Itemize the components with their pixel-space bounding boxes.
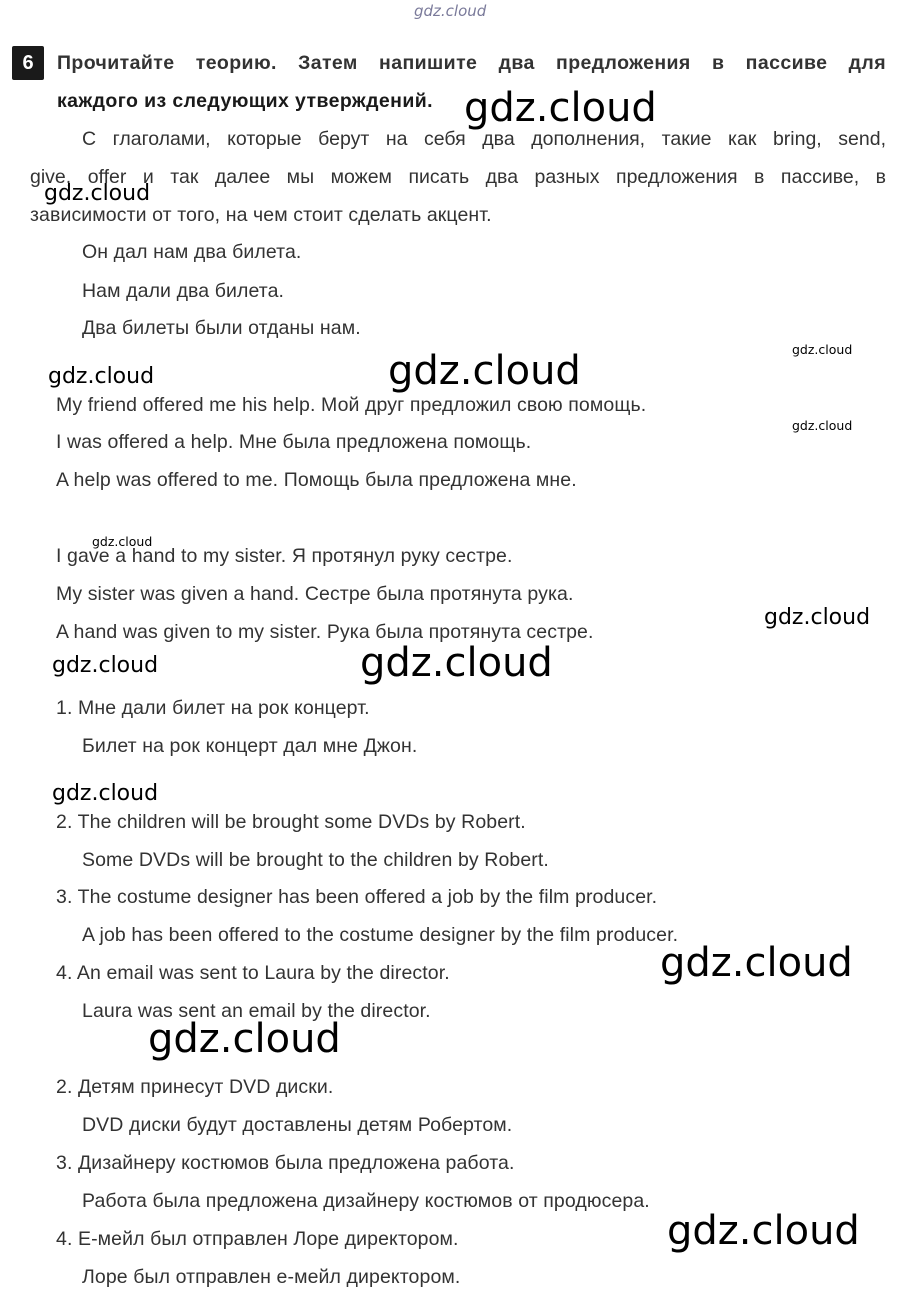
answer-en-alt-line: Laura was sent an email by the director. [82, 1000, 431, 1022]
exercise-number: 6 [22, 51, 34, 74]
watermark: gdz.cloud [44, 181, 151, 206]
answer-en-line: 3. The costume designer has been offered a job by the film producer. [56, 886, 658, 908]
watermark: gdz.cloud [660, 940, 853, 986]
watermark: gdz.cloud [48, 364, 155, 389]
watermark: gdz.cloud [464, 85, 657, 131]
theory-example: Два билеты были отданы нам. [82, 317, 361, 339]
answer-ru-alt-line: Лоре был отправлен е-мейл директором. [82, 1266, 461, 1288]
watermark: gdz.cloud [667, 1208, 860, 1254]
answer-ru-alt-line: Работа была предложена дизайнеру костюмов от продюсера. [82, 1190, 650, 1212]
watermark: gdz.cloud [792, 418, 853, 433]
answer-ru-alt-line: DVD диски будут доставлены детям Робертом. [82, 1114, 513, 1136]
watermark: gdz.cloud [148, 1016, 341, 1062]
watermark-top: gdz.cloud [414, 2, 487, 20]
theory-example: Он дал нам два билета. [82, 241, 302, 263]
example-line: I was offered a help. Мне была предложена помощь. [56, 431, 532, 453]
answer-ru-line: 4. Е-мейл был отправлен Лоре директором. [56, 1228, 459, 1250]
answer-en-line: 4. An email was sent to Laura by the director. [56, 962, 450, 984]
answer-ru-line: 3. Дизайнеру костюмов была предложена работа. [56, 1152, 515, 1174]
answer-en-line: 2. The children will be brought some DVDs by Robert. [56, 811, 526, 833]
exercise-instruction-line2: каждого из следующих утверждений. [57, 90, 433, 112]
example-line: My friend offered me his help. Мой друг предложил свою помощь. [56, 394, 647, 416]
task-1-line2: Билет на рок концерт дал мне Джон. [82, 735, 418, 757]
theory-example: Нам дали два билета. [82, 280, 285, 302]
theory-line1: С глаголами, которые берут на себя два дополнения, такие как bring, send, [82, 128, 886, 150]
answer-en-alt-line: Some DVDs will be brought to the children by Robert. [82, 849, 549, 871]
example-line: A hand was given to my sister. Рука была протянута сестре. [56, 621, 594, 643]
theory-line2: give, offer и так далее мы можем писать два разных предложения в пассиве, в [30, 166, 886, 188]
answer-ru-line: 2. Детям принесут DVD диски. [56, 1076, 334, 1098]
exercise-instruction-line1: Прочитайте теорию. Затем напишите два предложения в пассиве для [57, 52, 886, 74]
exercise-number-badge [12, 46, 44, 80]
example-line: My sister was given a hand. Сестре была протянута рука. [56, 583, 574, 605]
watermark: gdz.cloud [792, 342, 853, 357]
example-line: I gave a hand to my sister. Я протянул руку сестре. [56, 545, 513, 567]
watermark: gdz.cloud [764, 605, 871, 630]
theory-line3: зависимости от того, на чем стоит сделать акцент. [30, 204, 492, 226]
answer-en-alt-line: A job has been offered to the costume designer by the film producer. [82, 924, 679, 946]
example-line: A help was offered to me. Помощь была предложена мне. [56, 469, 577, 491]
watermark: gdz.cloud [360, 640, 553, 686]
task-1-line1: 1. Мне дали билет на рок концерт. [56, 697, 370, 719]
watermark: gdz.cloud [52, 653, 159, 678]
watermark: gdz.cloud [52, 781, 159, 806]
watermark: gdz.cloud [92, 534, 153, 549]
watermark: gdz.cloud [388, 348, 581, 394]
